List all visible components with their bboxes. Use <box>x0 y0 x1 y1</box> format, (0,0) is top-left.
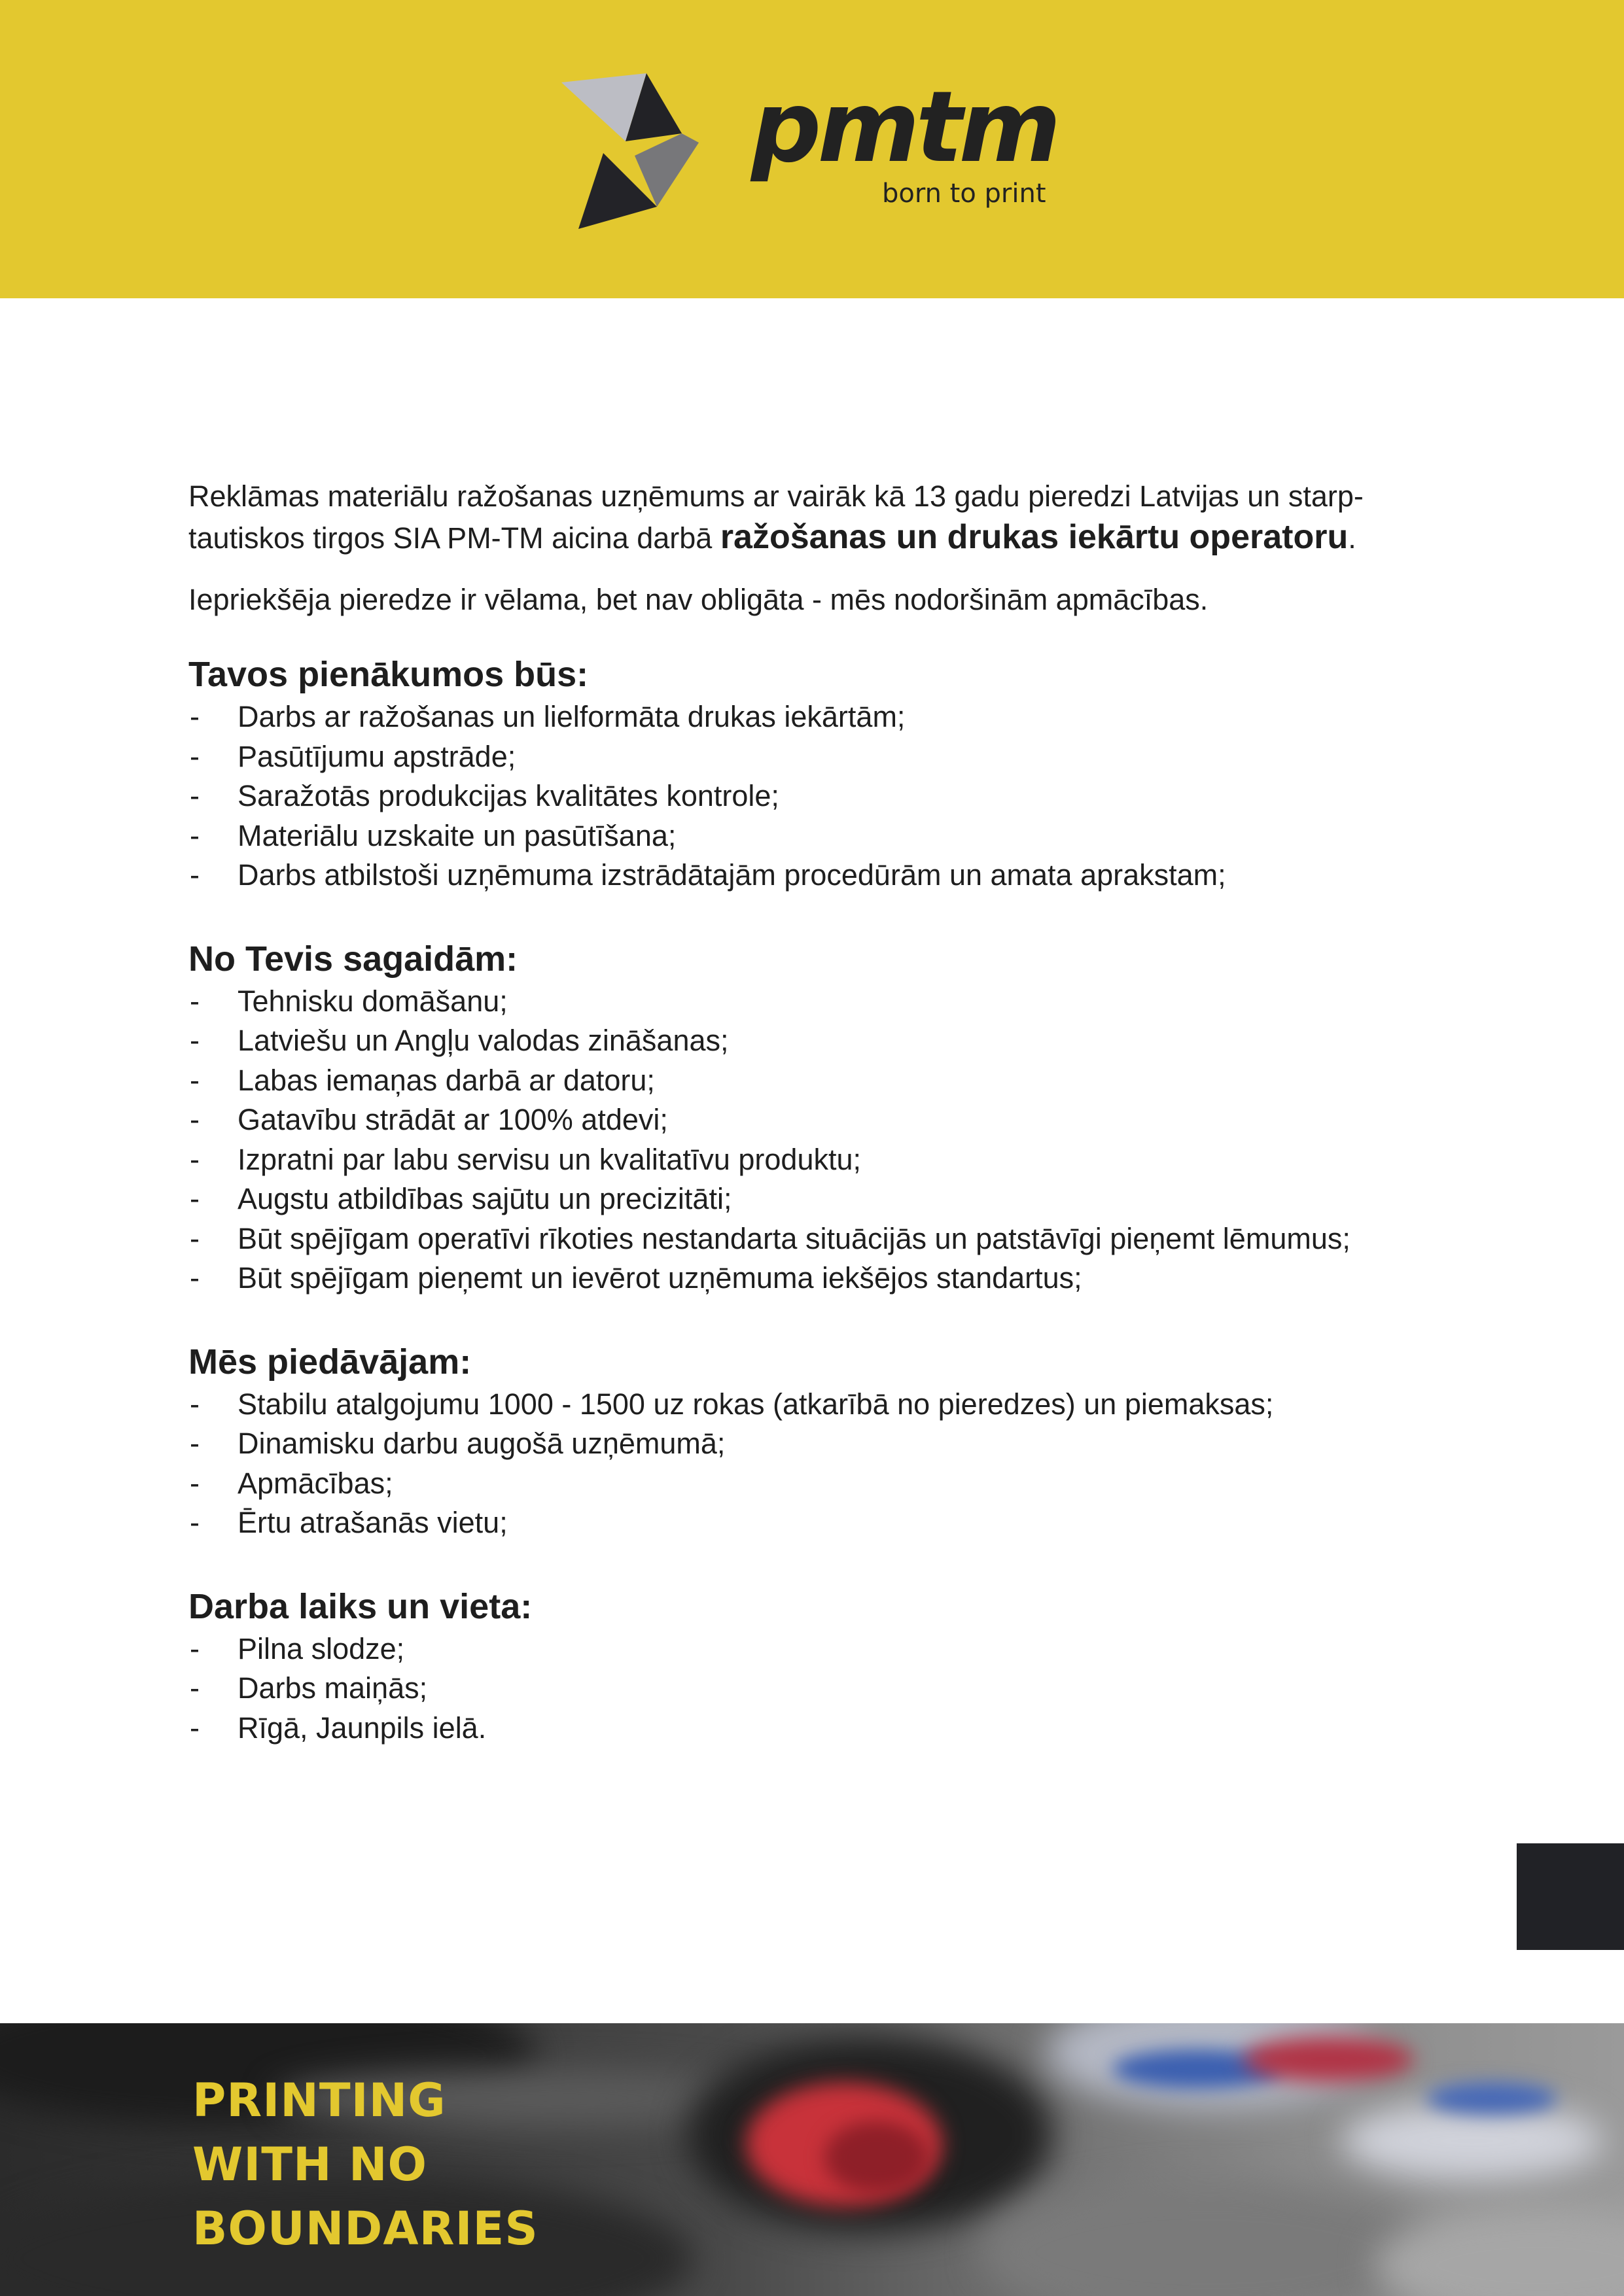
slogan-line: PRINTING <box>192 2074 446 2127</box>
list-item: - Darbs maiņās; <box>188 1669 1491 1709</box>
section-requirements <box>188 936 1491 1298</box>
list-item: - Būt spējīgam pieņemt un ievērot uzņēmuma iekšējos standartus; <box>188 1259 1491 1298</box>
section-duties <box>188 652 1491 896</box>
list-item: - Saražotās produkcijas kvalitātes kontrole; <box>188 776 1491 816</box>
position-title: ražošanas un drukas iekārtu operatoru <box>720 518 1349 556</box>
requirements-list <box>188 982 1491 1298</box>
header-band <box>0 0 1624 298</box>
intro-line-2: tautiskos tirgos SIA PM-TM aicina darbā <box>188 521 720 555</box>
list-item: - Darbs atbilstoši uzņēmuma izstrādātajām procedūrām un amata aprakstam; <box>188 856 1491 896</box>
list-item: - Ērtu atrašanās vietu; <box>188 1503 1491 1543</box>
list-item: - Izpratni par labu servisu un kvalitatīvu produktu; <box>188 1140 1491 1180</box>
decorative-square <box>1517 1843 1624 1950</box>
list-item: - Darbs ar ražošanas un lielformāta drukas iekārtām; <box>188 697 1491 737</box>
banner-slogan <box>192 2068 538 2261</box>
section-title: Mēs piedāvājam: <box>188 1342 472 1382</box>
list-item: - Dinamisku darbu augošā uzņēmumā; <box>188 1424 1491 1464</box>
list-item: - Būt spējīgam operatīvi rīkoties nestandarta situācijās un patstāvīgi pieņemt lēmumus; <box>188 1219 1491 1259</box>
section-schedule-location <box>188 1584 1491 1748</box>
list-item: - Latviešu un Angļu valodas zināšanas; <box>188 1021 1491 1061</box>
duties-list <box>188 697 1491 896</box>
list-item: - Apmācības; <box>188 1464 1491 1504</box>
list-item: - Augstu atbildības sajūtu un precizitāti; <box>188 1179 1491 1219</box>
slogan-line: BOUNDARIES <box>192 2202 538 2255</box>
intro-period: . <box>1348 521 1356 555</box>
list-item: - Rīgā, Jaunpils ielā. <box>188 1709 1491 1748</box>
list-item: - Labas iemaņas darbā ar datoru; <box>188 1061 1491 1101</box>
list-item: - Pasūtījumu apstrāde; <box>188 737 1491 777</box>
section-title: Darba laiks un vieta: <box>188 1586 533 1626</box>
list-item: - Pilna slodze; <box>188 1629 1491 1669</box>
experience-note: Iepriekšēja pieredze ir vēlama, bet nav obligāta - mēs nodoršinām apmācības. <box>188 583 1209 616</box>
section-offer <box>188 1339 1491 1543</box>
slogan-line: WITH NO <box>192 2138 428 2191</box>
intro-line-1: Reklāmas materiālu ražošanas uzņēmums ar vairāk kā 13 gadu pieredzi Latvijas un starp- <box>188 479 1364 513</box>
list-item: - Materiālu uzskaite un pasūtīšana; <box>188 816 1491 856</box>
pmtm-logo-icon <box>561 69 699 230</box>
list-item: - Stabilu atalgojumu 1000 - 1500 uz rokas (atkarībā no pieredzes) un piemaksas; <box>188 1385 1491 1425</box>
brand-wordmark: pmtm <box>751 71 1057 184</box>
job-posting-body <box>188 476 1491 1748</box>
section-title: No Tevis sagaidām: <box>188 939 518 979</box>
section-title: Tavos pienākumos būs: <box>188 655 589 694</box>
list-item: - Gatavību strādāt ar 100% atdevi; <box>188 1100 1491 1140</box>
brand-tagline: born to print <box>882 179 1046 209</box>
schedule-list <box>188 1629 1491 1748</box>
intro-paragraph <box>188 476 1491 559</box>
offer-list <box>188 1385 1491 1543</box>
list-item: - Tehnisku domāšanu; <box>188 982 1491 1022</box>
